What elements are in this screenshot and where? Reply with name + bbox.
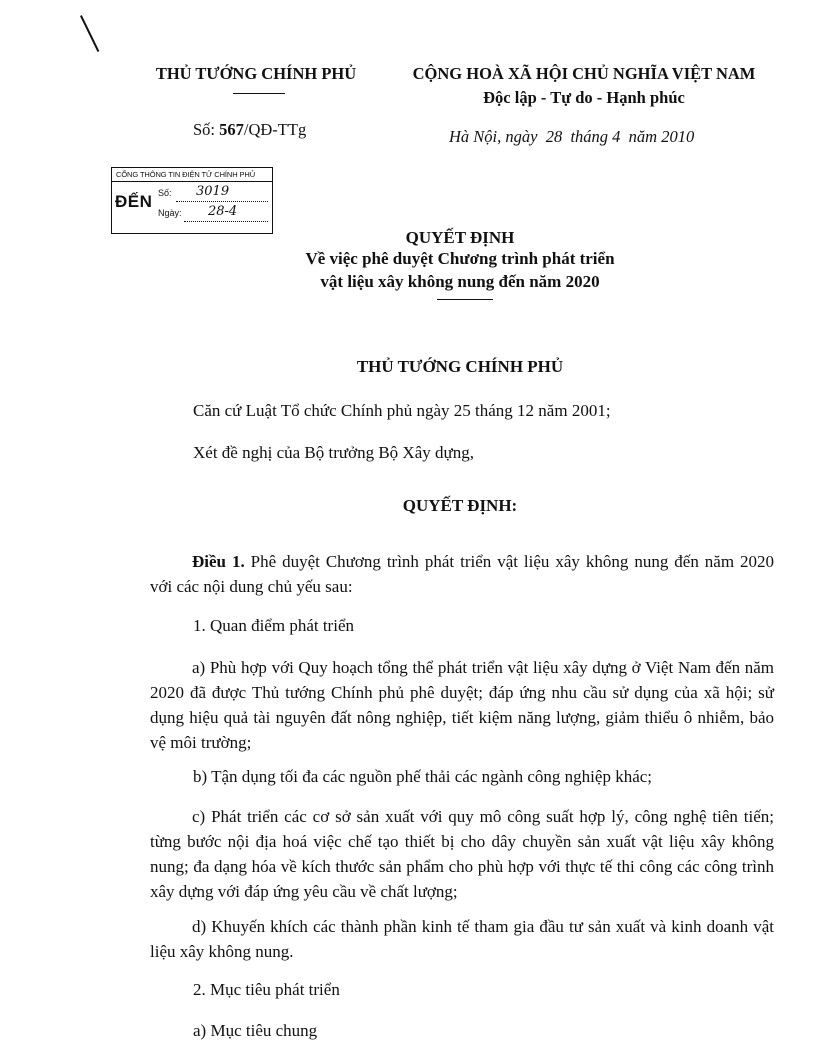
stamp-date-label: Ngày: [158, 208, 182, 218]
stamp-date-value: 28-4 [208, 204, 238, 219]
handwritten-slash-mark [80, 15, 99, 52]
title-underline [437, 299, 493, 300]
item-b-paragraph: b) Tận dụng tối đa các nguồn phế thải các ngành công nghiệp khác; [193, 767, 653, 786]
section-2-heading: 2. Mục tiêu phát triển [193, 980, 340, 999]
stamp-number-label: Số: [158, 188, 172, 198]
item-d-paragraph: d) Khuyến khích các thành phần kinh tế tham gia đầu tư sản xuất và kinh doanh vật liệu xây không nung. [150, 917, 774, 961]
country-heading: CỘNG HOÀ XÃ HỘI CHỦ NGHĨA VIỆT NAM [412, 64, 756, 83]
issuer-underline [233, 93, 285, 94]
incoming-stamp [111, 167, 273, 234]
issuer-heading: THỦ TƯỚNG CHÍNH PHỦ [155, 64, 357, 83]
number-label: Số: [193, 120, 220, 139]
stamp-number-dots [176, 201, 268, 202]
authority-heading: THỦ TƯỚNG CHÍNH PHỦ [356, 357, 564, 376]
place-date: Hà Nội, ngày 28 tháng 4 năm 2010 [449, 127, 695, 146]
item-a-paragraph: a) Phù hợp với Quy hoạch tổng thể phát triển vật liệu xây dựng ở Việt Nam đến năm 2020 đã được Thủ tướng Chính phủ phê duyệt; đáp ứng nhu cầu sử dụng của xã hội; sử dụng hiệu quả tài nguyên đất nông nghiệp, tiết kiệm năng lượng, giảm thiểu ô nhiễm, bảo vệ môi trường; [150, 658, 774, 752]
preamble-proposal: Xét đề nghị của Bộ trưởng Bộ Xây dựng, [193, 443, 474, 462]
section-1-heading: 1. Quan điểm phát triển [193, 616, 354, 635]
national-motto: Độc lập - Tự do - Hạnh phúc [483, 88, 685, 107]
stamp-den-label: ĐẾN [115, 192, 153, 211]
decides-heading: QUYẾT ĐỊNH: [402, 496, 518, 515]
article-1-label: Điều 1. [192, 552, 245, 571]
number-suffix: /QĐ-TTg [243, 120, 307, 139]
number-value: 567 [219, 120, 244, 139]
decision-subject-line2: vật liệu xây không nung đến năm 2020 [320, 272, 600, 291]
decision-subject-line1: Về việc phê duyệt Chương trình phát triển [305, 249, 615, 268]
stamp-header: CỔNG THÔNG TIN ĐIỆN TỬ CHÍNH PHỦ [112, 168, 272, 182]
document-number [193, 120, 306, 140]
article-1 [150, 549, 774, 599]
section-2-item-a: a) Mục tiêu chung [193, 1021, 318, 1040]
preamble-legal-basis: Căn cứ Luật Tổ chức Chính phủ ngày 25 tháng 12 năm 2001; [193, 401, 611, 420]
item-c-paragraph: c) Phát triển các cơ sở sản xuất với quy mô công suất hợp lý, công nghệ tiên tiến; từng bước nội địa hoá việc chế tạo thiết bị cho dây chuyền sản xuất vật liệu xây không nung; đa dạng hóa về kích thước sản phẩm cho phù hợp với thực tế thi công các công trình xây dựng với đáp ứng yêu cầu về chất lượng; [150, 807, 774, 901]
decision-title: QUYẾT ĐỊNH [405, 228, 515, 247]
stamp-number-value: 3019 [196, 184, 230, 199]
stamp-date-dots [184, 221, 268, 222]
article-1-text: Phê duyệt Chương trình phát triển vật liệu xây không nung đến năm 2020 với các nội dung chủ yếu sau: [150, 552, 774, 596]
